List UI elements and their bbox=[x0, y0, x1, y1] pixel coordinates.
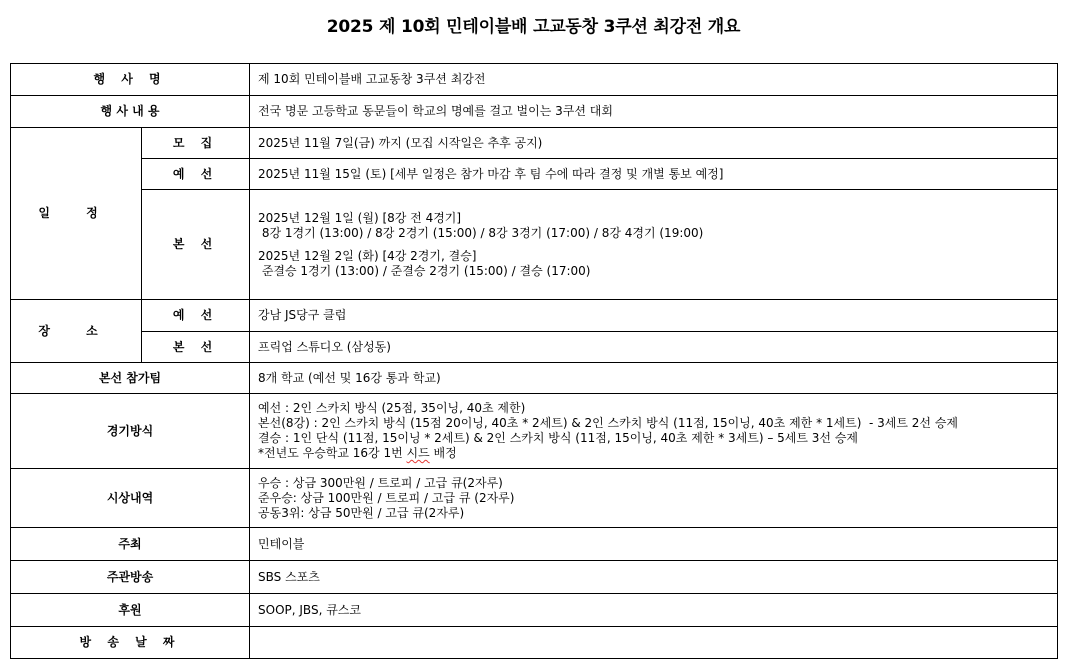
schedule-recruit-value: 2025년 11월 7일(금) 까지 (모집 시작일은 추후 공지) bbox=[250, 128, 1058, 159]
event-content-label: 행 사 내 용 bbox=[11, 96, 250, 128]
teams-label: 본선 참가팀 bbox=[11, 363, 250, 394]
format-line: 예선 : 2인 스카치 방식 (25점, 35이닝, 40초 제한) bbox=[258, 401, 526, 415]
air-date-value bbox=[250, 627, 1058, 659]
schedule-main-value bbox=[250, 190, 1058, 300]
row-event-name bbox=[11, 64, 1058, 96]
venue-prelim-label: 예 선 bbox=[142, 300, 250, 332]
event-name-label: 행 사 명 bbox=[11, 64, 250, 96]
schedule-main-line: 2025년 12월 2일 (화) [4강 2경기, 결승] bbox=[258, 248, 477, 263]
format-value bbox=[250, 394, 1058, 469]
schedule-main-label: 본 선 bbox=[142, 190, 250, 300]
row-event-content bbox=[11, 96, 1058, 128]
sponsor-value: SOOP, JBS, 큐스코 bbox=[250, 594, 1058, 627]
teams-value: 8개 학교 (예선 및 16강 통과 학교) bbox=[250, 363, 1058, 394]
event-content-value: 전국 명문 고등학교 동문들이 학교의 명예를 걸고 벌이는 3쿠션 대회 bbox=[250, 96, 1058, 128]
spellcheck-marked-word: 시드 bbox=[406, 446, 430, 460]
schedule-main-line: 준결승 1경기 (13:00) / 준결승 2경기 (15:00) / 결승 (17:00) bbox=[258, 263, 591, 278]
row-schedule-main bbox=[11, 190, 1058, 300]
venue-prelim-value: 강남 JS당구 클럽 bbox=[250, 300, 1058, 332]
prizes-value bbox=[250, 469, 1058, 528]
broadcaster-value: SBS 스포츠 bbox=[250, 561, 1058, 594]
row-schedule-prelim bbox=[11, 159, 1058, 190]
venue-main-value: 프릭업 스튜디오 (삼성동) bbox=[250, 332, 1058, 363]
schedule-main-line: 8강 1경기 (13:00) / 8강 2경기 (15:00) / 8강 3경기 (17:00) / 8강 4경기 (19:00) bbox=[258, 225, 704, 240]
schedule-recruit-label: 모 집 bbox=[142, 128, 250, 159]
format-label: 경기방식 bbox=[11, 394, 250, 469]
host-label: 주최 bbox=[11, 528, 250, 561]
format-line: 본선(8강) : 2인 스카치 방식 (15점 20이닝, 40초 * 2세트) & 2인 스카치 방식 (11점, 15이닝, 40초 제한 * 1세트) - 3세트 2선 승제 bbox=[258, 416, 959, 430]
prize-line: 공동3위: 상금 50만원 / 고급 큐(2자루) bbox=[258, 505, 465, 520]
line-gap bbox=[258, 241, 1049, 249]
schedule-label: 일 정 bbox=[11, 128, 142, 300]
schedule-prelim-value: 2025년 11월 15일 (토) [세부 일정은 참가 마감 후 팀 수에 따라 결정 및 개별 통보 예정] bbox=[250, 159, 1058, 190]
host-value: 민테이블 bbox=[250, 528, 1058, 561]
event-name-value: 제 10회 민테이블배 고교동창 3쿠션 최강전 bbox=[250, 64, 1058, 96]
row-sponsor bbox=[11, 594, 1058, 627]
prize-line: 준우승: 상금 100만원 / 트로피 / 고급 큐 (2자루) bbox=[258, 490, 515, 505]
row-format bbox=[11, 394, 1058, 469]
format-line-seed bbox=[258, 446, 1049, 461]
row-prizes bbox=[11, 469, 1058, 528]
air-date-label: 방 송 날 짜 bbox=[11, 627, 250, 659]
row-venue-prelim bbox=[11, 300, 1058, 332]
prizes-label: 시상내역 bbox=[11, 469, 250, 528]
row-teams bbox=[11, 363, 1058, 394]
broadcaster-label: 주관방송 bbox=[11, 561, 250, 594]
row-venue-main bbox=[11, 332, 1058, 363]
format-seed-suffix: 배정 bbox=[429, 446, 457, 460]
row-host bbox=[11, 528, 1058, 561]
prize-line: 우승 : 상금 300만원 / 트로피 / 고급 큐(2자루) bbox=[258, 475, 503, 490]
format-seed-prefix: *전년도 우승학교 16강 1번 bbox=[258, 446, 407, 460]
format-line: 결승 : 1인 단식 (11점, 15이닝 * 2세트) & 2인 스카치 방식 (11점, 15이닝, 40초 제한 * 3세트) – 5세트 3선 승제 bbox=[258, 431, 859, 445]
overview-table bbox=[10, 63, 1058, 659]
document-title: 2025 제 10회 민테이블배 고교동창 3쿠션 최강전 개요 bbox=[326, 17, 741, 37]
row-air-date bbox=[11, 627, 1058, 659]
venue-label: 장 소 bbox=[11, 300, 142, 363]
row-schedule-recruit bbox=[11, 128, 1058, 159]
sponsor-label: 후원 bbox=[11, 594, 250, 627]
row-broadcaster bbox=[11, 561, 1058, 594]
venue-main-label: 본 선 bbox=[142, 332, 250, 363]
schedule-prelim-label: 예 선 bbox=[142, 159, 250, 190]
schedule-main-line: 2025년 12월 1일 (월) [8강 전 4경기] bbox=[258, 210, 462, 225]
